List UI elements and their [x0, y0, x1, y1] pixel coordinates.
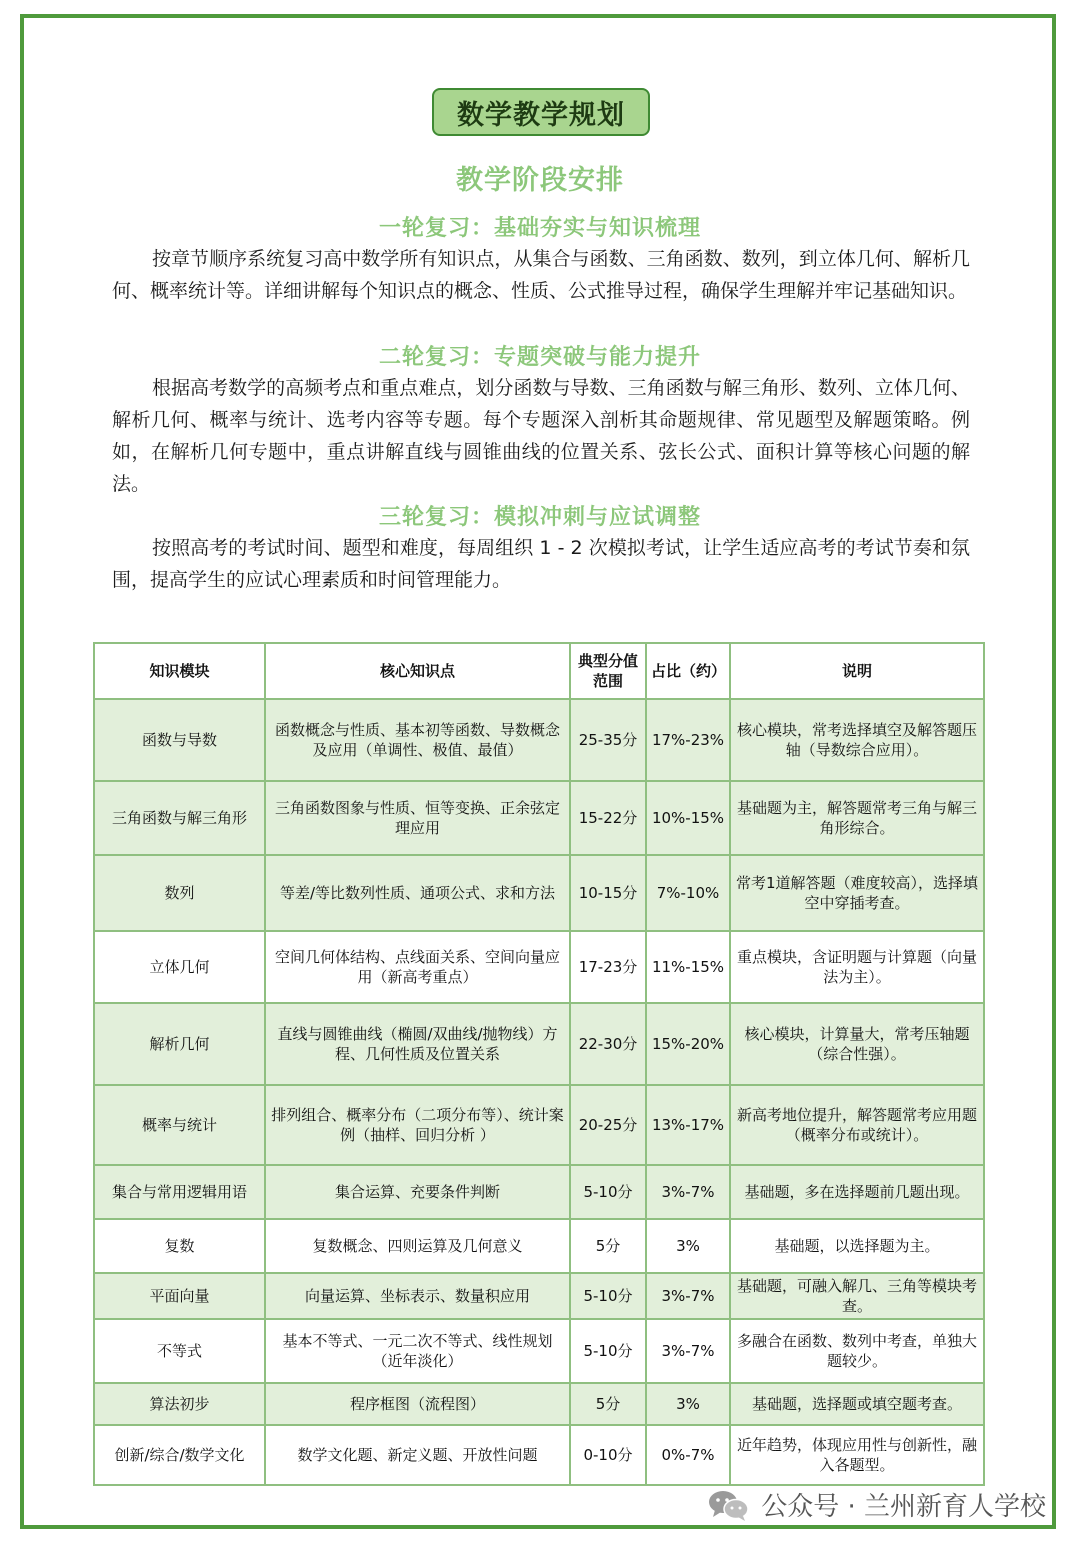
cell-notes: 常考1道解答题（难度较高），选择填空中穿插考查。	[730, 855, 984, 931]
cell-ratio: 10%-15%	[646, 781, 730, 855]
cell-notes: 基础题，可融入解几、三角等模块考查。	[730, 1273, 984, 1319]
cell-core-points: 程序框图（流程图）	[265, 1383, 570, 1425]
header-core-points: 核心知识点	[265, 643, 570, 699]
header-notes: 说明	[730, 643, 984, 699]
cell-score-range: 25-35分	[570, 699, 646, 781]
table-row	[94, 1383, 984, 1425]
cell-score-range: 15-22分	[570, 781, 646, 855]
cell-core-points: 数学文化题、新定义题、开放性问题	[265, 1425, 570, 1485]
cell-ratio: 0%-7%	[646, 1425, 730, 1485]
table-row	[94, 1165, 984, 1219]
cell-notes: 核心模块，计算量大，常考压轴题（综合性强）。	[730, 1003, 984, 1085]
page-subtitle: 教学阶段安排	[456, 165, 624, 196]
cell-notes: 核心模块，常考选择填空及解答题压轴（导数综合应用）。	[730, 699, 984, 781]
cell-module: 集合与常用逻辑用语	[94, 1165, 265, 1219]
cell-module: 数列	[94, 855, 265, 931]
cell-ratio: 15%-20%	[646, 1003, 730, 1085]
table-row	[94, 931, 984, 1003]
footer	[707, 1486, 1046, 1523]
section-1-body: 按章节顺序系统复习高中数学所有知识点，从集合与函数、三角函数、数列，到立体几何、解析几何、概率统计等。详细讲解每个知识点的概念、性质、公式推导过程，确保学生理解并牢记基础知识。	[112, 248, 970, 302]
cell-ratio: 7%-10%	[646, 855, 730, 931]
knowledge-table	[93, 642, 985, 1486]
cell-score-range: 5-10分	[570, 1165, 646, 1219]
header-module: 知识模块	[94, 643, 265, 699]
cell-notes: 基础题，多在选择题前几题出现。	[730, 1165, 984, 1219]
cell-score-range: 5分	[570, 1383, 646, 1425]
cell-core-points: 基本不等式、一元二次不等式、线性规划（近年淡化）	[265, 1319, 570, 1383]
cell-module: 概率与统计	[94, 1085, 265, 1165]
table-row	[94, 1425, 984, 1485]
table-row	[94, 1085, 984, 1165]
section-1-heading: 一轮复习：基础夯实与知识梳理	[378, 216, 701, 241]
footer-text: 公众号 · 兰州新育人学校	[761, 1492, 1046, 1522]
table-header-row	[94, 643, 984, 699]
table-row	[94, 1219, 984, 1273]
table-row	[94, 781, 984, 855]
cell-core-points: 复数概念、四则运算及几何意义	[265, 1219, 570, 1273]
cell-notes: 重点模块，含证明题与计算题（向量法为主）。	[730, 931, 984, 1003]
cell-score-range: 20-25分	[570, 1085, 646, 1165]
cell-module: 函数与导数	[94, 699, 265, 781]
cell-core-points: 三角函数图象与性质、恒等变换、正余弦定理应用	[265, 781, 570, 855]
cell-score-range: 17-23分	[570, 931, 646, 1003]
table-row	[94, 1003, 984, 1085]
cell-ratio: 17%-23%	[646, 699, 730, 781]
cell-notes: 多融合在函数、数列中考查，单独大题较少。	[730, 1319, 984, 1383]
section-3-heading: 三轮复习：模拟冲刺与应试调整	[378, 505, 701, 530]
table-row	[94, 855, 984, 931]
cell-score-range: 5-10分	[570, 1319, 646, 1383]
cell-ratio: 3%-7%	[646, 1273, 730, 1319]
cell-ratio: 11%-15%	[646, 931, 730, 1003]
cell-notes: 基础题，以选择题为主。	[730, 1219, 984, 1273]
wechat-icon	[707, 1488, 751, 1522]
header-ratio: 占比（约）	[646, 643, 730, 699]
header-score-range: 典型分值范围	[570, 643, 646, 699]
cell-ratio: 13%-17%	[646, 1085, 730, 1165]
cell-module: 平面向量	[94, 1273, 265, 1319]
cell-score-range: 10-15分	[570, 855, 646, 931]
table-body	[94, 699, 984, 1485]
cell-module: 三角函数与解三角形	[94, 781, 265, 855]
cell-ratio: 3%-7%	[646, 1165, 730, 1219]
cell-module: 不等式	[94, 1319, 265, 1383]
cell-score-range: 5-10分	[570, 1273, 646, 1319]
cell-module: 创新/综合/数学文化	[94, 1425, 265, 1485]
cell-core-points: 集合运算、充要条件判断	[265, 1165, 570, 1219]
section-2-body: 根据高考数学的高频考点和重点难点，划分函数与导数、三角函数与解三角形、数列、立体几何、解析几何、概率与统计、选考内容等专题。每个专题深入剖析其命题规律、常见题型及解题策略。例如，在解析几何专题中，重点讲解直线与圆锥曲线的位置关系、弦长公式、面积计算等核心问题的解法。	[112, 377, 970, 495]
cell-ratio: 3%	[646, 1383, 730, 1425]
cell-ratio: 3%-7%	[646, 1319, 730, 1383]
cell-module: 复数	[94, 1219, 265, 1273]
cell-notes: 基础题，选择题或填空题考查。	[730, 1383, 984, 1425]
cell-notes: 新高考地位提升，解答题常考应用题（概率分布或统计）。	[730, 1085, 984, 1165]
cell-notes: 近年趋势，体现应用性与创新性，融入各题型。	[730, 1425, 984, 1485]
cell-score-range: 22-30分	[570, 1003, 646, 1085]
section-3-body: 按照高考的考试时间、题型和难度，每周组织 1 - 2 次模拟考试，让学生适应高考的考试节奏和氛围，提高学生的应试心理素质和时间管理能力。	[112, 537, 970, 591]
cell-module: 解析几何	[94, 1003, 265, 1085]
cell-core-points: 直线与圆锥曲线（椭圆/双曲线/抛物线）方程、几何性质及位置关系	[265, 1003, 570, 1085]
table-row	[94, 1273, 984, 1319]
cell-score-range: 0-10分	[570, 1425, 646, 1485]
cell-notes: 基础题为主，解答题常考三角与解三角形综合。	[730, 781, 984, 855]
cell-core-points: 函数概念与性质、基本初等函数、导数概念及应用（单调性、极值、最值）	[265, 699, 570, 781]
page-title: 数学教学规划	[432, 88, 650, 136]
table-row	[94, 699, 984, 781]
cell-core-points: 空间几何体结构、点线面关系、空间向量应用（新高考重点）	[265, 931, 570, 1003]
cell-core-points: 排列组合、概率分布（二项分布等）、统计案例（抽样、回归分析 ）	[265, 1085, 570, 1165]
cell-core-points: 等差/等比数列性质、通项公式、求和方法	[265, 855, 570, 931]
cell-module: 立体几何	[94, 931, 265, 1003]
cell-ratio: 3%	[646, 1219, 730, 1273]
cell-core-points: 向量运算、坐标表示、数量积应用	[265, 1273, 570, 1319]
cell-module: 算法初步	[94, 1383, 265, 1425]
table-row	[94, 1319, 984, 1383]
section-2-heading: 二轮复习：专题突破与能力提升	[378, 345, 701, 370]
cell-score-range: 5分	[570, 1219, 646, 1273]
